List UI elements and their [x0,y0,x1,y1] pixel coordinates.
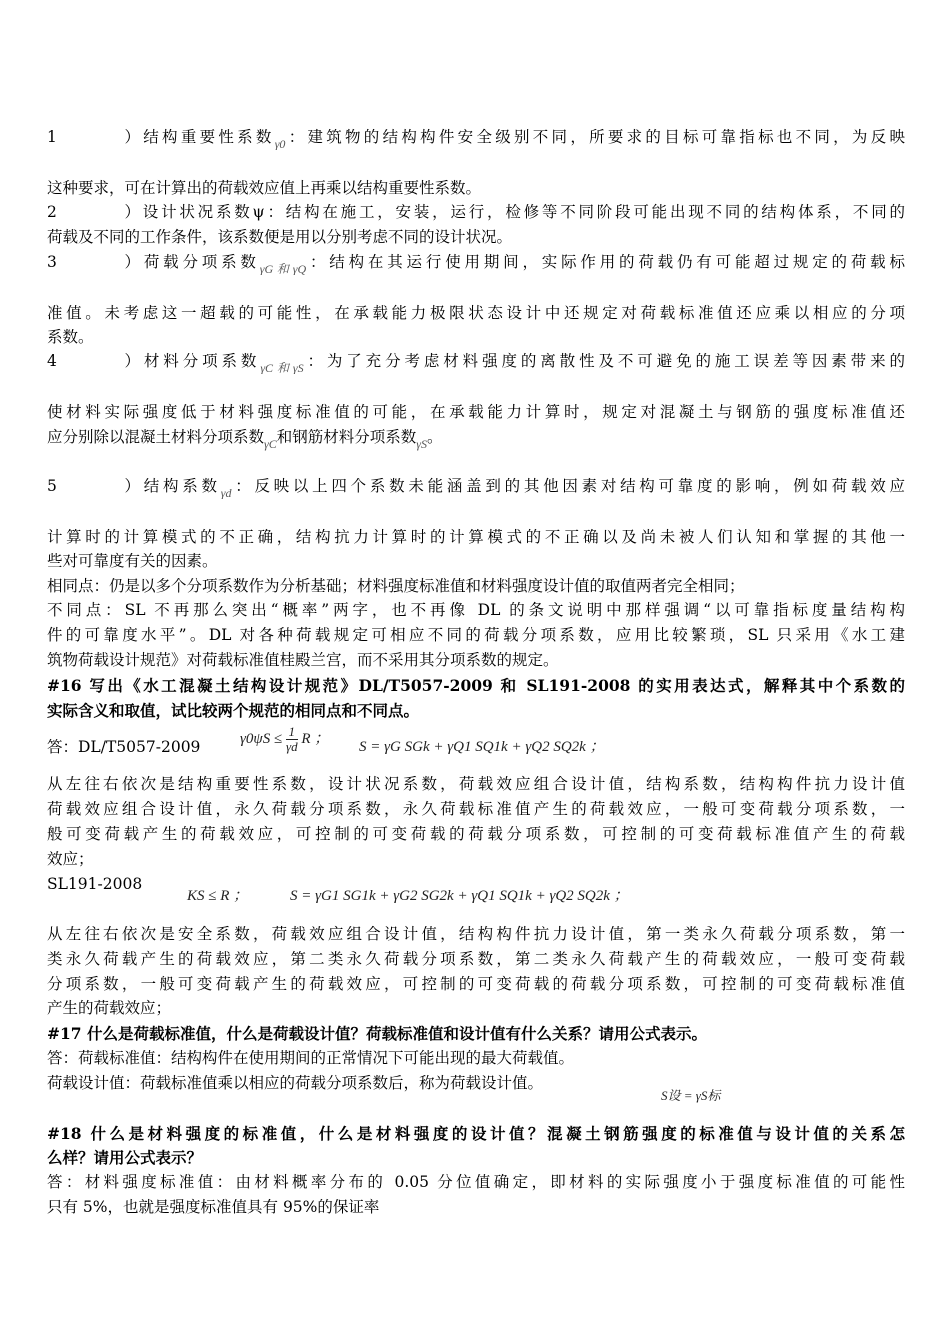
item-4-line-1: 4）材料分项系数$_{\gamma C和\gamma S}$：为了充分考虑材料强度的离散性及不可避免的施工误差等因素带来的 [47,349,905,374]
diff-line-2: 件的可靠度水平”。DL 对各种荷载规定可相应不同的荷载分项系数，应用比较繁琐，SL 只采用《水工建 [47,626,905,644]
question-18-line-1: #18 什么是材料强度的标准值，什么是材料强度的设计值？混凝土钢筋强度的标准值与设计值的关系怎 [47,1124,905,1143]
answer-17-line-2: 荷载设计值：荷载标准值乘以相应的荷载分项系数后，称为荷载设计值。 [47,1074,544,1092]
item-2-line-1: 2）设计状况系数ψ：结构在施工，安装，运行，检修等不同阶段可能出现不同的结构体系，不同的 [47,200,905,225]
gamma-s-symbol: γS [416,437,427,451]
sl-explain-4: 产生的荷载效应； [47,999,172,1017]
item-3-line-2: 准值。未考虑这一超载的可能性，在承载能力极限状态设计中还规定对荷载标准值还应乘以相应的分项 [47,304,905,322]
same-points: 相同点：仍是以多个分项系数作为分析基础；材料强度标准值和材料强度设计值的取值两者完全相同； [47,577,745,595]
dl-explain-1: 从左往右依次是结构重要性系数，设计状况系数，荷载效应组合设计值，结构系数，结构构件抗力设计值 [47,775,905,793]
gamma-g-q-symbol: γG和γQ [259,262,307,275]
dl-formula-2: S = γG SGk + γQ1 SQ1k + γQ2 SQ2k ； [359,739,605,755]
gamma-c-s-symbol: γC和γS [260,361,304,374]
dl-explain-2: 荷载效应组合设计值，永久荷载分项系数，永久荷载标准值产生的荷载效应，一般可变荷载分项系数，一 [47,800,905,818]
answer-16-dl-label: 答：DL/T5057-2009 [47,738,201,756]
gamma-c-symbol: γC [264,437,277,451]
item-5-line-3: 些对可靠度有关的因素。 [47,552,218,570]
item-number: 2） [47,203,140,221]
question-16-line-1: #16 写出《水工混凝土结构设计规范》DL/T5057-2009 和 SL191-2008 的实用表达式，解释其中个系数的 [47,676,905,695]
sl-explain-1: 从左往右依次是安全系数，荷载效应组合设计值，结构构件抗力设计值，第一类永久荷载分项系数，第一 [47,925,905,943]
item-number: 1） [47,128,140,146]
sl-formula-2: S = γG1 SG1k + γG2 SG2k + γQ1 SQ1k + γQ2 SQ2k ； [290,888,629,904]
sl-label: SL191-2008 [47,875,143,893]
item-3-line-1: 3）荷载分项系数$_{\gamma G和\gamma Q}$：结构在其运行使用期间，实际作用的荷载仍有可能超过规定的荷载标 [47,250,905,275]
item-5-line-2: 计算时的计算模式的不正确，结构抗力计算时的计算模式的不正确以及尚未被人们认知和掌握的其他一 [47,528,905,546]
item-4-line-2: 使材料实际强度低于材料强度标准值的可能，在承载能力计算时，规定对混凝土与钢筋的强度标准值还 [47,403,905,421]
item-number: 3） [47,253,140,271]
sl-explain-3: 分项系数，一般可变荷载产生的荷载效应，可控制的可变荷载的荷载分项系数，可控制的可变荷载标准值 [47,975,905,993]
dl-explain-3: 般可变荷载产生的荷载效应，可控制的可变荷载的荷载分项系数，可控制的可变荷载标准值产生的荷载 [47,825,905,843]
item-number: 5） [47,477,140,495]
gamma-d-symbol: γd [220,486,232,499]
question-17: #17 什么是荷载标准值，什么是荷载设计值？荷载标准值和设计值有什么关系？请用公式表示。 [47,1024,707,1043]
item-3-line-3: 系数。 [47,328,94,346]
answer-18-line-1: 答：材料强度标准值：由材料概率分布的 0.05 分位值确定，即材料的实际强度小于强度标准值的可能性 [47,1173,905,1191]
fraction: $\frac{1}{\gamma d}$ [285,724,298,754]
item-1-line-1: 1）结构重要性系数$_{\gamma 0}$：建筑物的结构构件安全级别不同，所要求的目标可靠指标也不同，为反映 [47,125,905,150]
question-16-line-2: 实际含义和取值，试比较两个规范的相同点和不同点。 [47,701,420,720]
q17-formula: S设 = γS标 [661,1088,721,1103]
dl-explain-4: 效应； [47,850,94,868]
question-18-line-2: 么样？请用公式表示？ [47,1148,203,1167]
answer-18-line-2: 只有 5%，也就是强度标准值具有 95%的保证率 [47,1198,380,1216]
diff-line-1: 不同点：SL 不再那么突出“概率”两字，也不再像 DL 的条文说明中那样强调“以可靠指标度量结构构 [47,601,905,619]
item-2-line-2: 荷载及不同的工作条件，该系数便是用以分别考虑不同的设计状况。 [47,228,513,246]
answer-17-line-1: 答：荷载标准值：结构构件在使用期间的正常情况下可能出现的最大荷载值。 [47,1049,575,1067]
diff-line-3: 筑物荷载设计规范》对荷载标准值桂殿兰宫，而不采用其分项系数的规定。 [47,651,559,669]
item-1-line-2: 这种要求，可在计算出的荷载效应值上再乘以结构重要性系数。 [47,179,482,197]
item-4-line-3: 应分别除以混凝土材料分项系数$_{\gamma C}$和钢筋材料分项系数$_{\gamma S}$。 [47,428,443,451]
item-5-line-1: 5）结构系数$_{\gamma d}$：反映以上四个系数未能涵盖到的其他因素对结构可靠度的影响，例如荷载效应 [47,474,905,499]
gamma0-symbol: γ0 [274,137,286,150]
sl-formula-1: KS ≤ R ； [187,888,249,904]
item-number: 4） [47,352,140,370]
sl-explain-2: 类永久荷载产生的荷载效应，第二类永久荷载分项系数，第二类永久荷载产生的荷载效应，一般可变荷载 [47,950,905,968]
dl-formula-1: γ0ψS ≤ $\frac{1}{\gamma d}$ R ； [240,724,330,754]
